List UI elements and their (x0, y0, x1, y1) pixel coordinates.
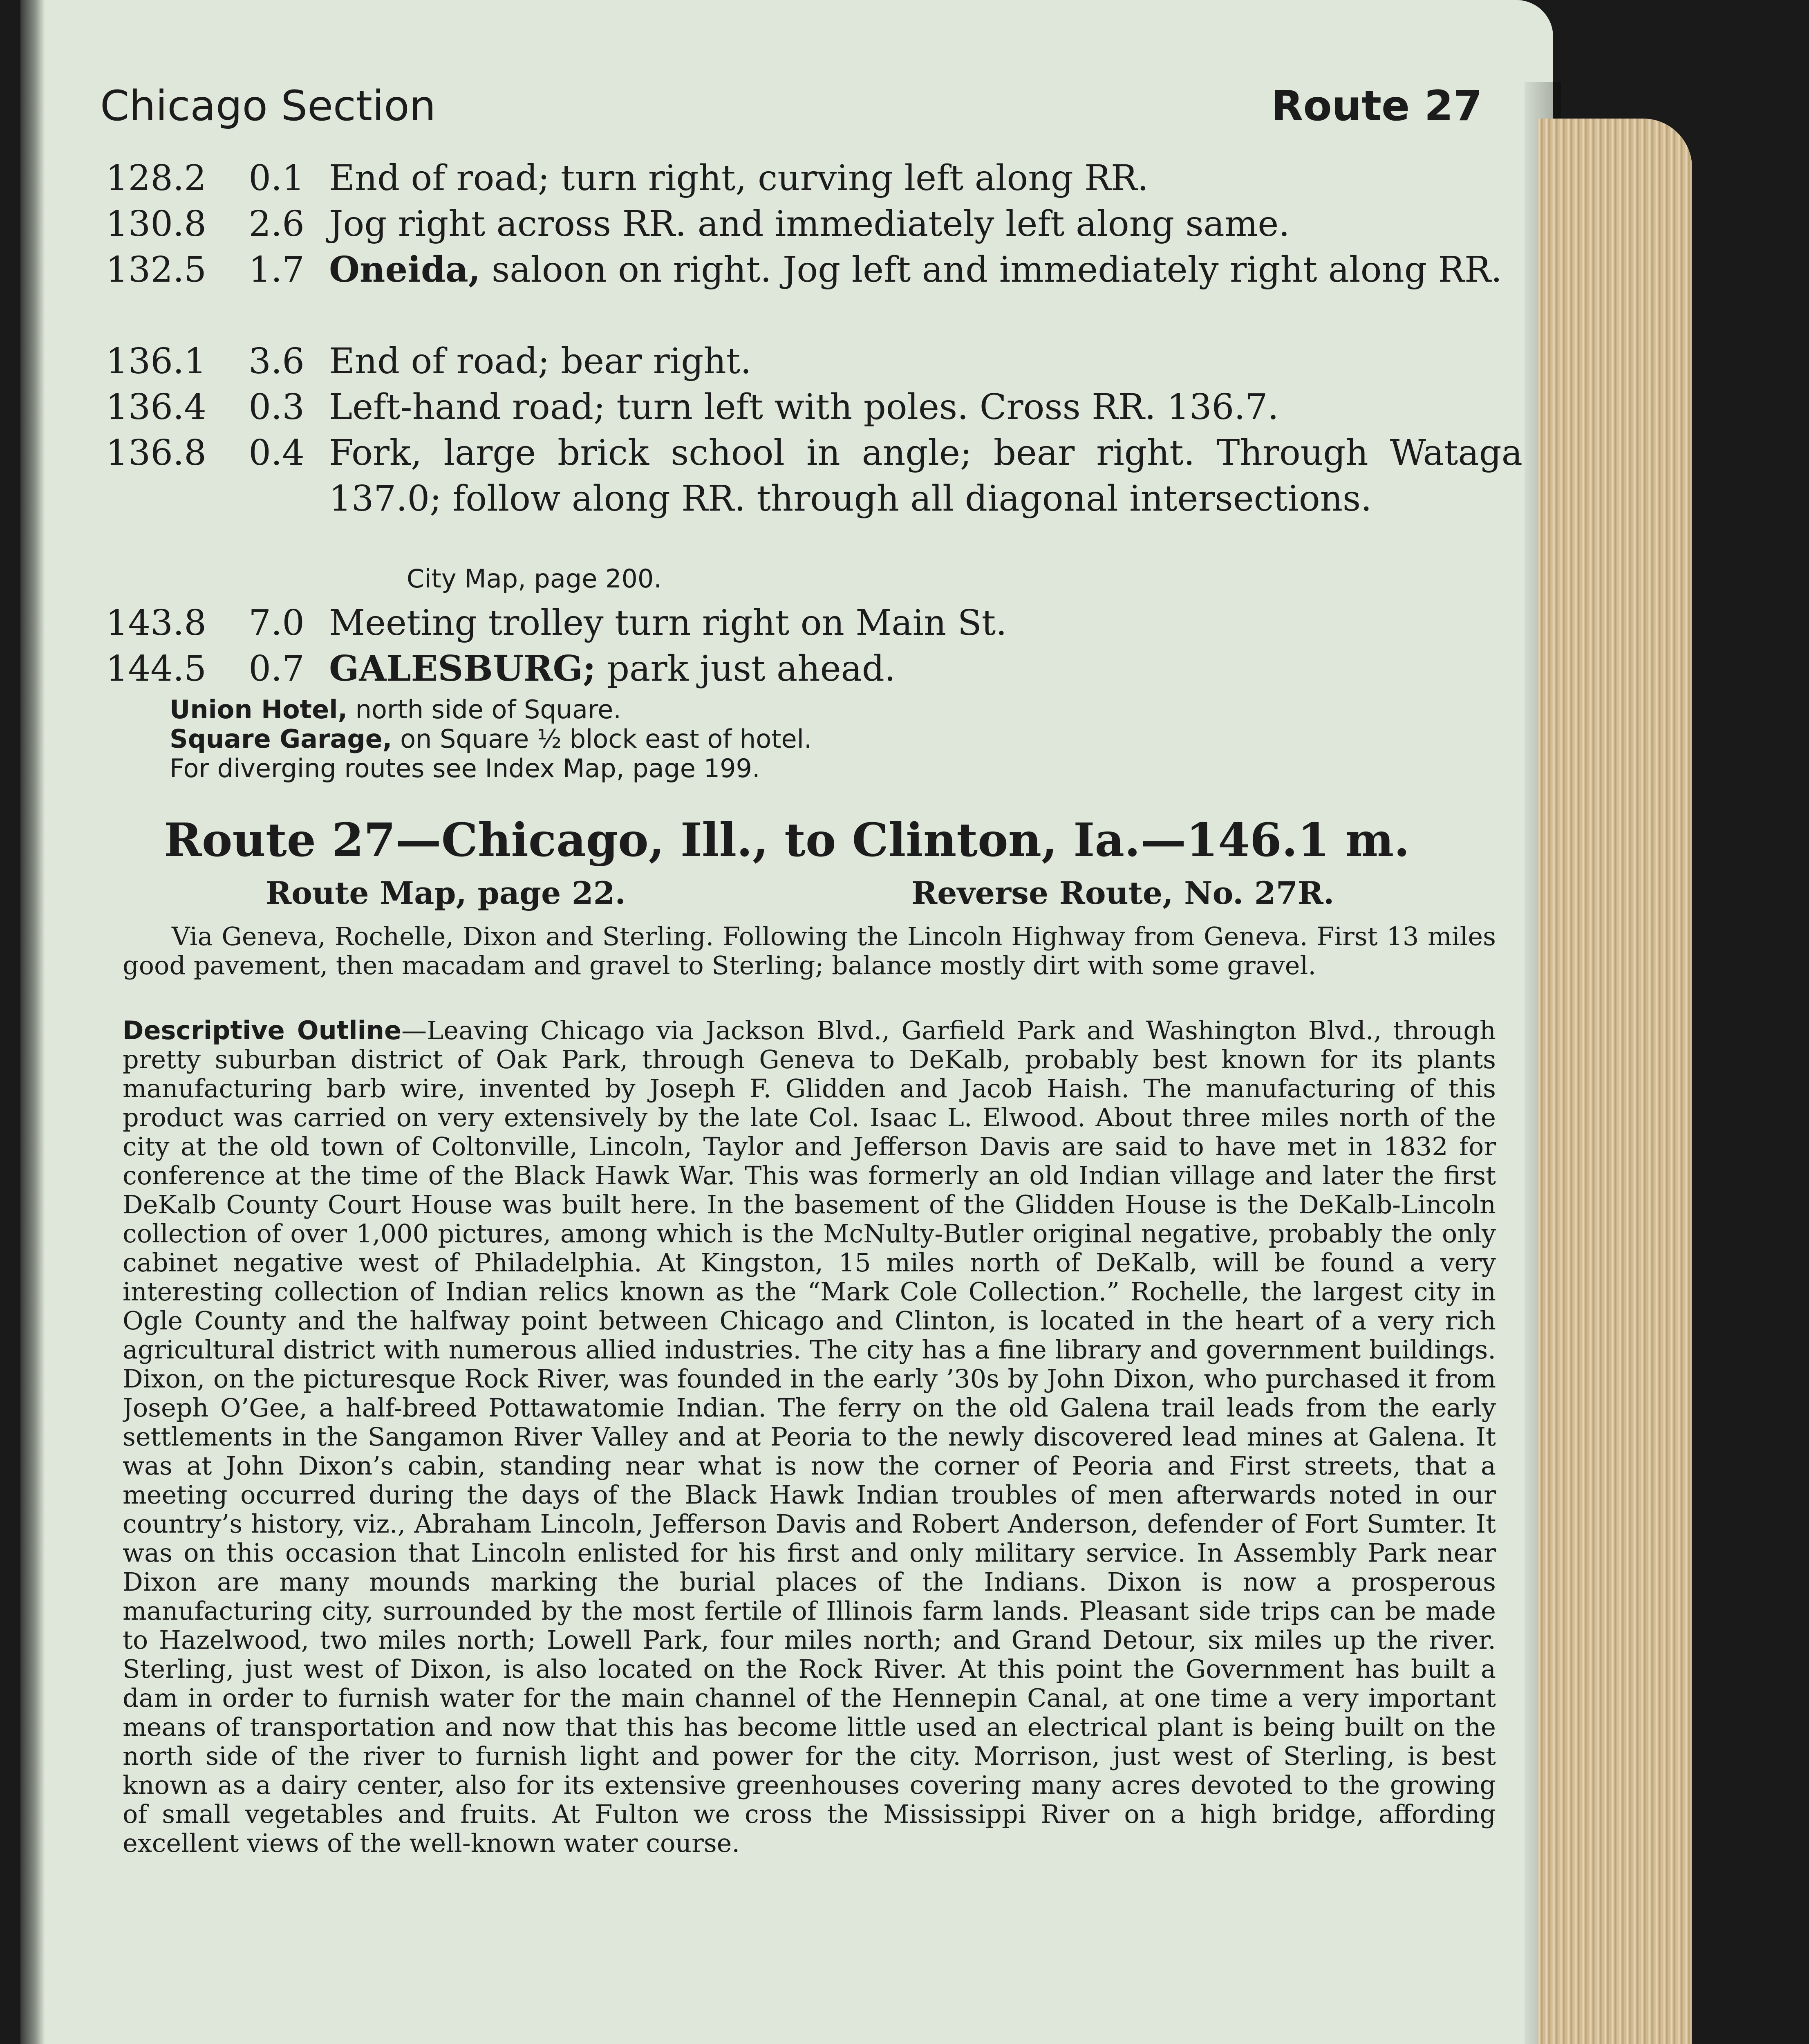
direction-text: Jog right across RR. and immediately left along same. (329, 204, 1290, 244)
total-mileage: 136.8 (105, 433, 206, 473)
reverse-route-ref: Reverse Route, No. 27R. (911, 875, 1334, 911)
direction-text: End of road; turn right, curving left along RR. (329, 158, 1149, 199)
direction-detail: saloon on right. Jog left and immediately right along RR. (480, 249, 1502, 290)
intermediate-mileage: 0.3 (249, 387, 304, 428)
hotel-note (170, 695, 621, 724)
intermediate-mileage: 7.0 (249, 603, 304, 643)
hotel-detail: north side of Square. (347, 695, 621, 724)
intermediate-mileage: 0.1 (249, 158, 304, 199)
direction-text: End of road; bear right. (329, 341, 752, 382)
page-gutter (20, 0, 45, 2044)
route-title: Route 27—Chicago, Ill., to Clinton, Ia.—146.1 m. (163, 814, 1410, 867)
diverging-note: For diverging routes see Index Map, page 199. (170, 753, 760, 783)
route-header: Route 27 (1271, 82, 1482, 130)
outline-lead: Descriptive Outline (123, 1016, 402, 1045)
intermediate-mileage: 2.6 (249, 204, 304, 244)
intermediate-mileage: 3.6 (249, 341, 304, 382)
intermediate-mileage: 1.7 (249, 249, 304, 290)
total-mileage: 132.5 (105, 249, 206, 290)
book-page (20, 0, 1553, 2044)
intermediate-mileage: 0.4 (249, 433, 304, 473)
direction-detail: park just ahead. (596, 648, 896, 689)
garage-name: Square Garage, (170, 724, 392, 754)
garage-detail: on Square ½ block east of hotel. (392, 724, 812, 754)
direction-text (329, 247, 1522, 293)
total-mileage: 136.1 (105, 341, 206, 382)
section-header: Chicago Section (100, 82, 436, 130)
outline-text: —Leaving Chicago via Jackson Blvd., Garfield Park and Washington Blvd., through pretty suburban district of Oak Park, through Geneva to DeKalb, probably best known for its plants manufacturing barb wire, invented by Joseph F. Glidden and Jacob Haish. The manufacturing of this product was carried on very extensively by the late Col. Isaac L. Elwood. About three miles north of the city at the old town of Coltonville, Lincoln, Taylor and Jefferson Davis are said to have met in 1832 for conference at the time of the Black Hawk War. This was formerly an old Indian village and later the first DeKalb County Court House was built here. In the basement of the Glidden House is the DeKalb-Lincoln collection of over 1,000 pictures, among which is the McNulty-Butler original negative, probably the only cabinet negative west of Philadelphia. At Kingston, 15 miles north of DeKalb, will be found a very interesting collection of Indian relics known as the “Mark Cole Collection.” Rochelle, the largest city in Ogle County and the halfway point between Chicago and Clinton, is located in the heart of a very rich agricultural district with numerous allied industries. The city has a fine library and government buildings. Dixon, on the picturesque Rock River, was founded in the early ’30s by John Dixon, who purchased it from Joseph O’Gee, a half-breed Pottawatomie Indian. The ferry on the old Galena trail leads from the early settlements in the Sangamon River Valley and at Peoria to the newly discovered lead mines at Galena. It was at John Dixon’s cabin, standing near what is now the corner of Peoria and First streets, that a meeting occurred during the days of the Black Hawk Indian troubles of men afterwards noted in our country’s history, viz., Abraham Lincoln, Jefferson Davis and Robert Anderson, defender of Fort Sumter. It was on this occasion that Lincoln enlisted for his first and only military service. In Assembly Park near Dixon are many mounds marking the burial places of the Indians. Dixon is now a prosperous manufacturing city, surrounded by the most fertile of Illinois farm lands. Pleasant side trips can be made to Hazelwood, two miles north; Lowell Park, four miles north; and Grand Detour, six miles up the river. Sterling, just west of Dixon, is also located on the Rock River. At this point the Government has built a dam in order to furnish water for the main channel of the Hennepin Canal, at one time a very important means of transportation and now that this has become little used an electrical plant is being built on the north side of the river to furnish light and power for the city. Morrison, just west of Sterling, is best known as a dairy center, also for its extensive greenhouses covering many acres devoted to the growing of small vegetables and fruits. At Fulton we cross the Mississippi River on a high bridge, affording excellent views of the well-known water course. (123, 1016, 1496, 1858)
total-mileage: 144.5 (105, 648, 206, 689)
via-paragraph: Via Geneva, Rochelle, Dixon and Sterling. Following the Lincoln Highway from Geneva. First 13 miles good pavement, then macadam and gravel to Sterling; balance mostly dirt with some gravel. (123, 921, 1496, 980)
direction-text (329, 646, 1522, 692)
book-page-edges (1537, 119, 1692, 2044)
direction-text: Fork, large brick school in angle; bear right. Through Wataga 137.0; follow along RR. through all diagonal intersections. (329, 433, 1522, 519)
place-name: Oneida, (329, 249, 481, 290)
hotel-name: Union Hotel, (170, 695, 348, 724)
place-name: GALESBURG; (329, 648, 596, 689)
intermediate-mileage: 0.7 (249, 648, 304, 689)
direction-text: Meeting trolley turn right on Main St. (329, 603, 1007, 643)
direction-text: Left-hand road; turn left with poles. Cross RR. 136.7. (329, 387, 1279, 428)
total-mileage: 130.8 (105, 204, 206, 244)
descriptive-outline (123, 1016, 1496, 2044)
total-mileage: 128.2 (105, 158, 206, 199)
route-map-ref: Route Map, page 22. (266, 875, 626, 911)
city-map-note: City Map, page 200. (407, 564, 662, 594)
total-mileage: 136.4 (105, 387, 206, 428)
garage-note (170, 724, 812, 754)
total-mileage: 143.8 (105, 603, 206, 643)
